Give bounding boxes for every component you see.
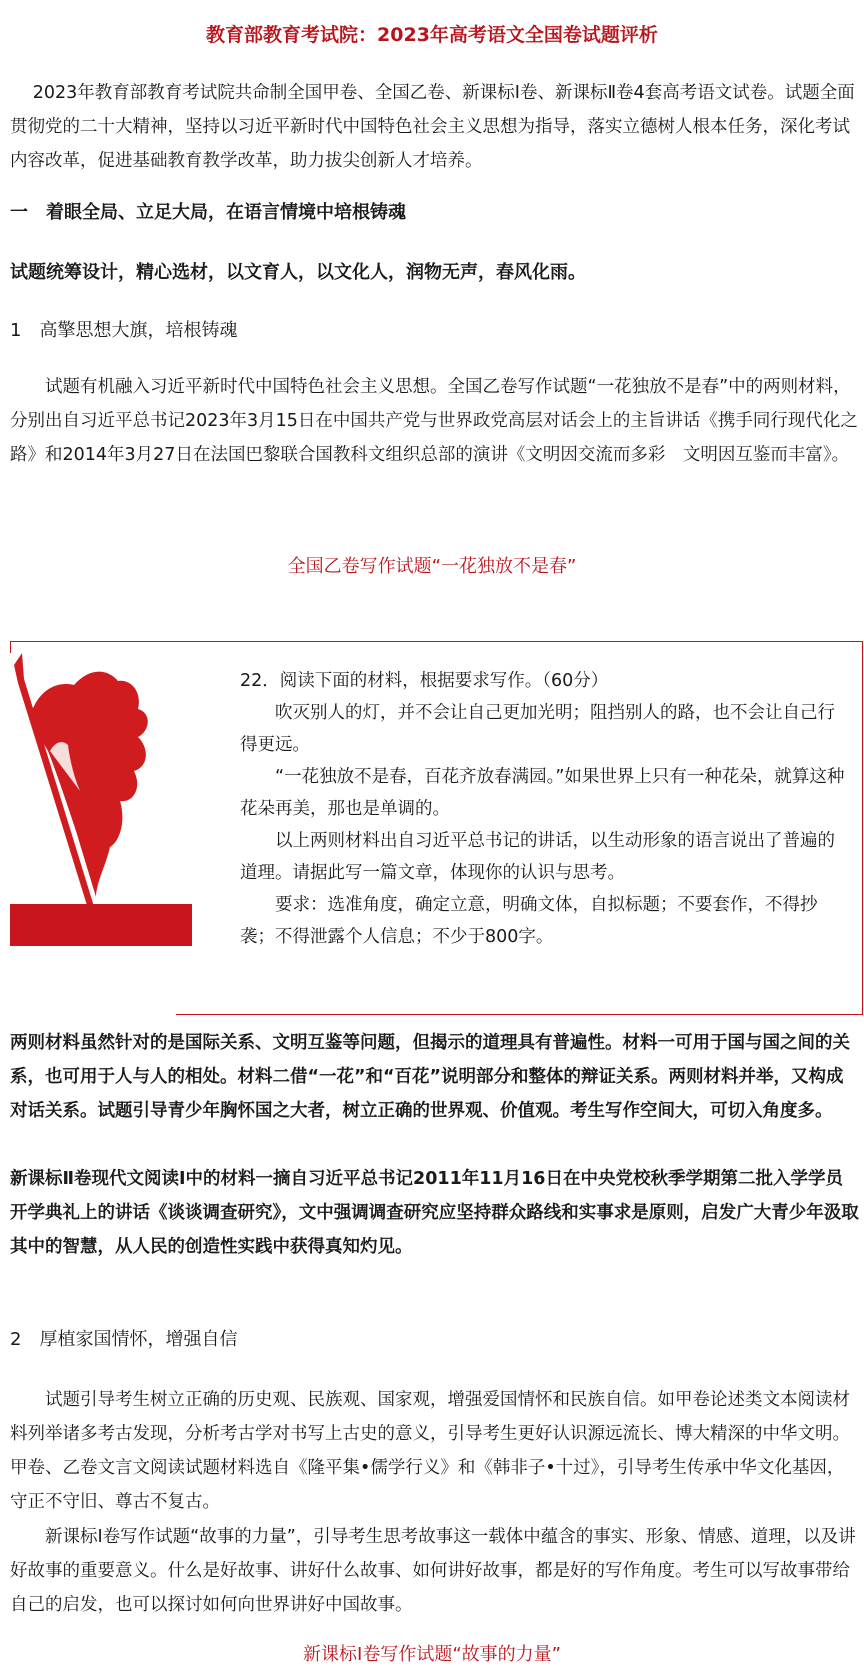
frame-bottom xyxy=(176,1014,863,1015)
analysis-paragraph-2: 新课标Ⅱ卷现代文阅读Ⅰ中的材料一摘自习近平总书记2011年11月16日在中央党校秋季学期第二批入学学员开学典礼上的讲话《谈谈调查研究》，文中强调调查研究应坚持群众路线和实事求是原则，启发广大青少年汲取其中的智慧，从人民的创造性实践中获得真知灼见。 xyxy=(10,1169,859,1257)
question-head: 22．阅读下面的材料，根据要求写作。（60分） xyxy=(240,671,609,691)
question-figure xyxy=(10,641,863,1015)
paragraph-2: 试题引导考生树立正确的历史观、民族观、国家观，增强爱国情怀和民族自信。如甲卷论述类文本阅读材料列举诸多考古发现，分析考古学对书写上古史的意义，引导考生更好认识源远流长、博大精深的中华文明。甲卷、乙卷文言文阅读试题材料选自《隆平集•儒学行义》和《韩非子•十过》，引导考生传承中华文化基因，守正不守旧、尊古不复古。 xyxy=(10,1390,850,1512)
intro-paragraph: 2023年教育部教育考试院共命制全国甲卷、全国乙卷、新课标Ⅰ卷、新课标Ⅱ卷4套高考语文试卷。试题全面贯彻党的二十大精神，坚持以习近平新时代中国特色社会主义思想为指导，落实立德树人根本任务，深化考试内容改革，促进基础教育教学改革，助力拔尖创新人才培养。 xyxy=(10,83,855,171)
frame-right xyxy=(862,641,863,1015)
question-material-1: 吹灭别人的灯，并不会让自己更加光明；阻挡别人的路，也不会让自己行得更远。 xyxy=(240,703,835,755)
question-text xyxy=(240,665,850,953)
paragraph-1: 试题有机融入习近平新时代中国特色社会主义思想。全国乙卷写作试题“一花独放不是春”中的两则材料，分别出自习近平总书记2023年3月15日在中国共产党与世界政党高层对话会上的主旨讲话《携手同行现代化之路》和2014年3月27日在法国巴黎联合国教科文组织总部的演讲《文明因交流而多彩 文明因互鉴而丰富》。 xyxy=(10,377,858,465)
question-material-2: “一花独放不是春，百花齐放春满园。”如果世界上只有一种花朵，就算这种花朵再美，那也是单调的。 xyxy=(240,767,845,819)
figure-caption-2: 新课标Ⅰ卷写作试题“故事的力量” xyxy=(303,1644,561,1665)
frame-top xyxy=(10,641,863,642)
question-requirements: 要求：选准角度，确定立意，明确文体，自拟标题；不要套作，不得抄袭；不得泄露个人信息；不少于800字。 xyxy=(240,895,818,947)
red-flag-emblem-icon xyxy=(10,651,210,976)
analysis-paragraph-1: 两则材料虽然针对的是国际关系、文明互鉴等问题，但揭示的道理具有普遍性。材料一可用于国与国之间的关系，也可用于人与人的相处。材料二借“一花”和“百花”说明部分和整体的辩证关系。两则材料并举，又构成对话关系。试题引导青少年胸怀国之大者，树立正确的世界观、价值观。考生写作空间大，可切入角度多。 xyxy=(10,1033,850,1121)
article-title: 教育部教育考试院：2023年高考语文全国卷试题评析 xyxy=(206,24,658,46)
section-lead: 试题统筹设计，精心选材，以文育人，以文化人，润物无声，春风化雨。 xyxy=(10,262,586,283)
question-instruction: 以上两则材料出自习近平总书记的讲话，以生动形象的语言说出了普遍的道理。请据此写一篇文章，体现你的认识与思考。 xyxy=(240,831,835,883)
section-heading-1: 一 着眼全局、立足大局，在语言情境中培根铸魂 xyxy=(10,202,406,223)
figure-caption-1: 全国乙卷写作试题“一花独放不是春” xyxy=(287,556,577,577)
paragraph-3: 新课标Ⅰ卷写作试题“故事的力量”，引导考生思考故事这一载体中蕴含的事实、形象、情感、道理，以及讲好故事的重要意义。什么是好故事、讲好什么故事、如何讲好故事，都是好的写作角度。考生可以写故事带给自己的启发，也可以探讨如何向世界讲好中国故事。 xyxy=(10,1527,856,1615)
subheading-2: 2 厚植家国情怀，增强自信 xyxy=(10,1329,238,1350)
subheading-1: 1 高擎思想大旗，培根铸魂 xyxy=(10,320,238,341)
